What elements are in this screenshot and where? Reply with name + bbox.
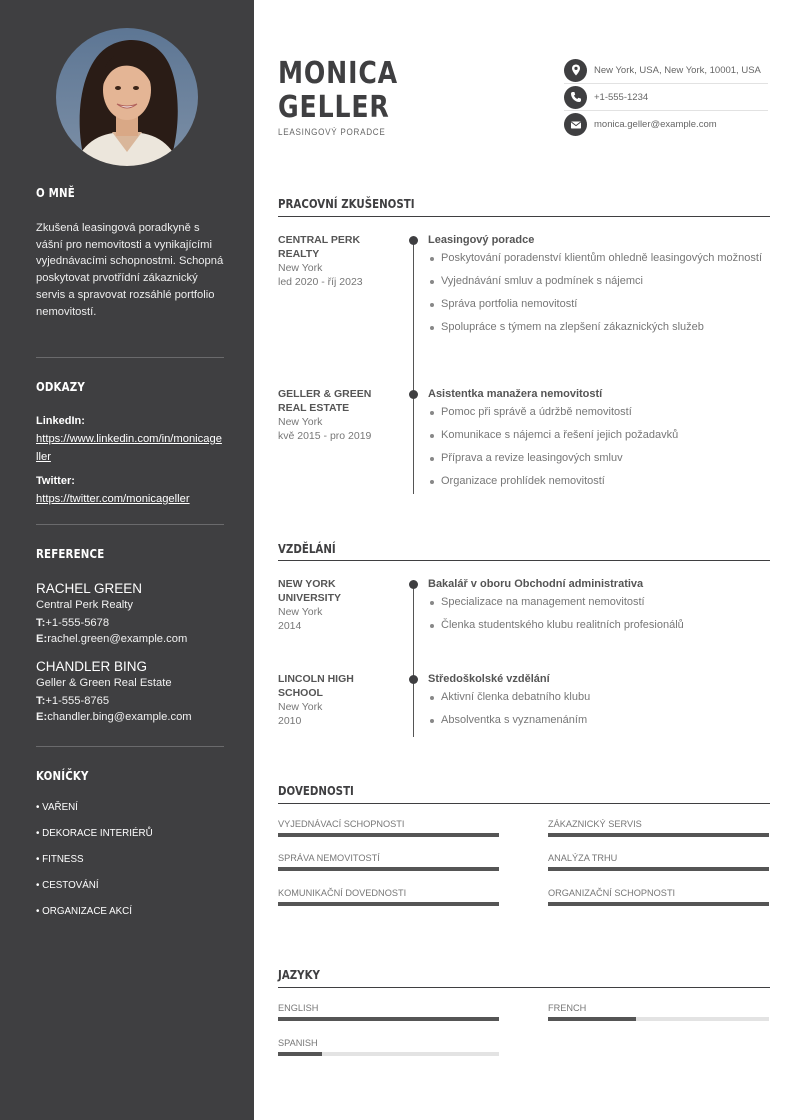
bullet-item: Členka studentského klubu realitních profesionálů	[428, 618, 768, 633]
reference-email-label: E:	[36, 711, 48, 723]
divider	[36, 746, 224, 747]
section-rule	[278, 803, 770, 804]
experience-bullets	[428, 251, 768, 335]
references-title: REFERENCE	[36, 546, 105, 561]
skill-item	[278, 887, 499, 906]
reference-phone: +1-555-8765	[45, 695, 110, 707]
experience-detail	[428, 233, 768, 343]
linkedin-link[interactable]: https://www.linkedin.com/in/monicageller	[36, 433, 222, 463]
hobby-list	[36, 800, 153, 930]
hobbies-title: KONÍČKY	[36, 768, 89, 783]
experience-dates: kvě 2015 - pro 2019	[278, 430, 372, 442]
reference-phone-label: T:	[36, 617, 46, 629]
divider	[36, 357, 224, 358]
sidebar	[0, 0, 254, 1120]
bullet-item: Spolupráce s týmem na zlepšení zákaznických služeb	[428, 320, 768, 335]
skill-bar-fill	[548, 902, 769, 906]
last-name: GELLER	[278, 90, 390, 125]
education-dates: 2014	[278, 620, 302, 632]
reference-item	[36, 658, 236, 725]
reference-item	[36, 580, 236, 647]
skill-item	[278, 818, 499, 837]
education-org: NEW YORK UNIVERSITY	[278, 578, 342, 604]
language-item	[548, 1002, 769, 1021]
bullet-item: Aktivní členka debatního klubu	[428, 690, 768, 705]
contact-address: New York, USA, New York, 10001, USA	[594, 64, 761, 76]
experience-title: PRACOVNÍ ZKUŠENOSTI	[278, 196, 415, 211]
education-org-block	[278, 578, 398, 633]
timeline-dot	[409, 236, 418, 245]
reference-phone: +1-555-5678	[45, 617, 110, 629]
skill-bar	[548, 867, 769, 871]
skill-bar-fill	[548, 867, 769, 871]
hobby-item: • DEKORACE INTERIÉRŮ	[36, 828, 153, 839]
skill-bar	[548, 833, 769, 837]
language-name: FRENCH	[548, 1003, 587, 1013]
bullet-item: Vyjednávání smluv a podmínek s nájemci	[428, 274, 768, 289]
language-bar-fill	[278, 1017, 499, 1021]
links-title: ODKAZY	[36, 379, 85, 394]
experience-bullets	[428, 405, 768, 489]
section-rule	[278, 216, 770, 217]
language-item	[278, 1002, 499, 1021]
language-item	[278, 1037, 499, 1056]
reference-phone-label: T:	[36, 695, 46, 707]
experience-role: Leasingový poradce	[428, 234, 535, 246]
skill-bar	[548, 902, 769, 906]
timeline-dot	[409, 580, 418, 589]
reference-email: chandler.bing@example.com	[47, 711, 192, 723]
bullet-item: Organizace prohlídek nemovitostí	[428, 474, 768, 489]
linkedin-link-block	[36, 414, 224, 465]
language-bar-fill	[278, 1052, 322, 1056]
hobby-item: • ORGANIZACE AKCÍ	[36, 906, 132, 917]
first-name: MONICA	[278, 56, 399, 91]
skill-bar	[278, 833, 499, 837]
education-degree: Středoškolské vzdělání	[428, 673, 550, 685]
education-detail	[428, 577, 768, 641]
education-org: LINCOLN HIGH SCHOOL	[278, 673, 354, 699]
section-rule	[278, 987, 770, 988]
skill-item	[548, 818, 769, 837]
languages-title: JAZYKY	[278, 967, 320, 982]
skill-item	[548, 852, 769, 871]
skill-bar-fill	[278, 833, 499, 837]
skill-name: VYJEDNÁVACÍ SCHOPNOSTI	[278, 819, 405, 829]
reference-email: rachel.green@example.com	[47, 633, 188, 645]
hobby-item: • VAŘENÍ	[36, 802, 78, 813]
reference-company: Geller & Green Real Estate	[36, 677, 172, 689]
contact-email-row	[564, 111, 768, 138]
contact-phone: +1-555-1234	[594, 91, 649, 103]
bullet-item: Komunikace s nájemci a řešení jejich požadavků	[428, 428, 768, 443]
experience-dates: led 2020 - říj 2023	[278, 276, 363, 288]
reference-name: CHANDLER BING	[36, 659, 148, 674]
skill-name: ZÁKAZNICKÝ SERVIS	[548, 819, 642, 829]
education-degree: Bakalář v oboru Obchodní administrativa	[428, 578, 644, 590]
twitter-link-block	[36, 474, 224, 507]
skills-title: DOVEDNOSTI	[278, 783, 354, 798]
map-pin-icon	[564, 59, 587, 82]
language-bar-fill	[548, 1017, 636, 1021]
experience-org: GELLER & GREEN REAL ESTATE	[278, 388, 372, 414]
skill-item	[548, 887, 769, 906]
contact-phone-row	[564, 84, 768, 111]
profile-photo	[56, 28, 198, 166]
job-title: LEASINGOVÝ PORADCE	[278, 127, 386, 137]
language-name: ENGLISH	[278, 1003, 319, 1013]
education-org-block	[278, 673, 398, 728]
skill-bar-fill	[278, 867, 499, 871]
linkedin-label: LinkedIn:	[36, 415, 85, 427]
envelope-icon	[564, 113, 587, 136]
skill-bar-fill	[548, 833, 769, 837]
divider	[36, 524, 224, 525]
education-city: New York	[278, 701, 323, 713]
experience-org: CENTRAL PERK REALTY	[278, 234, 361, 260]
skill-bar	[278, 867, 499, 871]
phone-icon	[564, 86, 587, 109]
skill-name: ORGANIZAČNÍ SCHOPNOSTI	[548, 888, 676, 898]
section-rule	[278, 560, 770, 561]
experience-city: New York	[278, 262, 323, 274]
skill-name: SPRÁVA NEMOVITOSTÍ	[278, 853, 380, 863]
experience-city: New York	[278, 416, 323, 428]
contact-address-row	[564, 57, 768, 84]
bullet-item: Poskytování poradenství klientům ohledně leasingových možností	[428, 251, 768, 266]
bullet-item: Specializace na management nemovitostí	[428, 595, 768, 610]
education-dates: 2010	[278, 715, 302, 727]
twitter-label: Twitter:	[36, 475, 75, 487]
timeline-line	[413, 583, 414, 737]
experience-role: Asistentka manažera nemovitostí	[428, 388, 603, 400]
education-city: New York	[278, 606, 323, 618]
about-title: O MNĚ	[36, 185, 75, 200]
language-bar	[548, 1017, 769, 1021]
bullet-item: Absolventka s vyznamenáním	[428, 713, 768, 728]
experience-detail	[428, 387, 768, 497]
skill-item	[278, 852, 499, 871]
experience-org-block	[278, 234, 398, 289]
timeline-dot	[409, 390, 418, 399]
timeline-line	[413, 240, 414, 494]
language-bar	[278, 1017, 499, 1021]
experience-org-block	[278, 388, 398, 443]
reference-email-label: E:	[36, 633, 48, 645]
skill-bar-fill	[278, 902, 499, 906]
reference-name: RACHEL GREEN	[36, 581, 143, 596]
bullet-item: Správa portfolia nemovitostí	[428, 297, 768, 312]
education-bullets	[428, 690, 768, 728]
language-bar	[278, 1052, 499, 1056]
skill-bar	[278, 902, 499, 906]
hobby-item: • CESTOVÁNÍ	[36, 880, 99, 891]
language-name: SPANISH	[278, 1038, 318, 1048]
skill-name: KOMUNIKAČNÍ DOVEDNOSTI	[278, 888, 407, 898]
bullet-item: Pomoc při správě a údržbě nemovitostí	[428, 405, 768, 420]
skill-name: ANALÝZA TRHU	[548, 853, 618, 863]
about-text: Zkušená leasingová poradkyně s vášní pro nemovitosti a vynikajícími vyjednávacími schopnostmi. Schopná poskytovat prvotřídní zákaznický servis a spravovat rozsáhlé portfolio nemovitostí.	[36, 222, 224, 318]
timeline-dot	[409, 675, 418, 684]
education-detail	[428, 672, 768, 736]
contact-email: monica.geller@example.com	[594, 119, 717, 130]
education-bullets	[428, 595, 768, 633]
education-title: VZDĚLÁNÍ	[278, 541, 336, 556]
hobby-item: • FITNESS	[36, 854, 84, 865]
twitter-link[interactable]: https://twitter.com/monicageller	[36, 493, 190, 505]
reference-company: Central Perk Realty	[36, 599, 133, 611]
bullet-item: Příprava a revize leasingových smluv	[428, 451, 768, 466]
